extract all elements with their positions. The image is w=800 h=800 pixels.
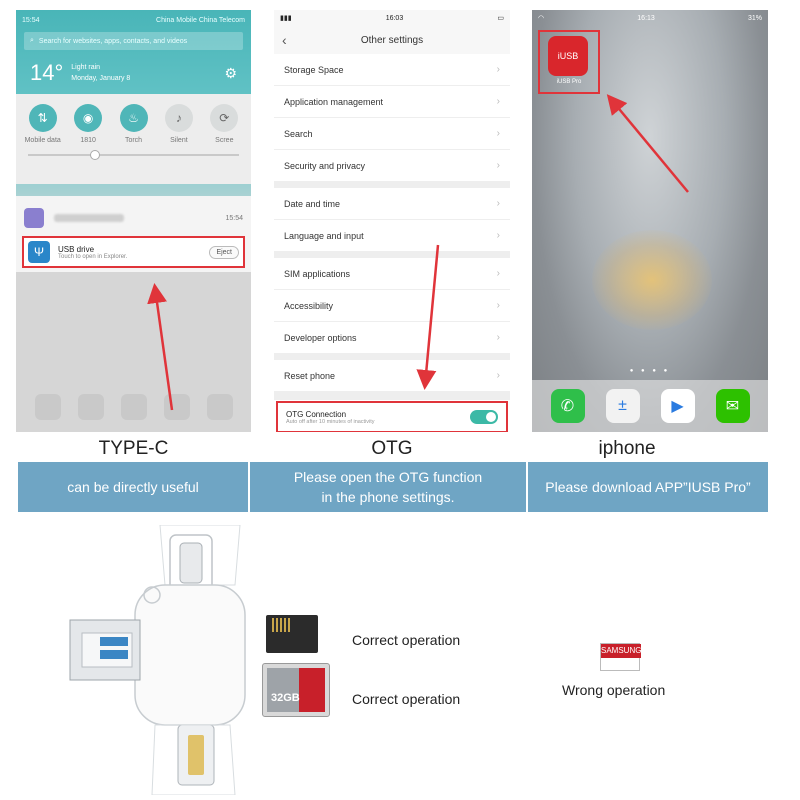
settings-row-label: Application management [284,96,384,107]
card-reader-product [60,525,260,795]
status-time: 15:54 [22,16,40,24]
status-carriers: China Mobile China Telecom [156,16,245,24]
app-icon [24,208,44,228]
settings-list [274,54,510,392]
settings-row-label: SIM applications [284,268,351,279]
settings-row[interactable] [274,360,510,392]
settings-row-label: Developer options [284,332,357,343]
calculator-icon[interactable]: ± [606,389,640,423]
chevron-right-icon: › [496,230,500,241]
label-iphone: iphone [598,438,656,459]
quick-tile-label: Silent [170,137,188,144]
search-icon: ⌕ [30,37,34,44]
settings-row-label: Language and input [284,230,364,241]
band-iphone: Please download APP”IUSB Pro” [528,462,768,512]
weather-widget [16,52,251,86]
chevron-right-icon: › [496,300,500,311]
sd-card [262,663,330,717]
micro-correct-label: Correct operation [352,632,461,648]
screen-rotate-icon: ⟳ [210,104,238,132]
wrong-operation-label: Wrong operation [562,682,666,698]
quick-tile-label: Scree [215,137,234,144]
brightness-slider[interactable] [28,154,239,156]
otg-highlight[interactable] [276,401,508,432]
band-typec: can be directly useful [18,462,248,512]
page-title: Other settings [360,34,424,46]
quick-settings [16,104,251,144]
quick-tile[interactable] [156,104,201,144]
status-bar [532,10,768,26]
settings-row-label: Storage Space [284,64,344,75]
otg-settings-screenshot [274,10,510,432]
settings-row-label: Search [284,128,313,139]
usb-notification-title: USB drive [58,244,95,254]
quick-tile-label: Mobile data [24,137,61,144]
phone-icon[interactable]: ✆ [551,389,585,423]
gear-icon[interactable]: ⚙ [224,64,237,81]
wifi-icon: ◉ [74,104,102,132]
settings-row-label: Accessibility [284,300,334,311]
usb-icon: Ψ [28,241,50,263]
settings-row[interactable] [274,118,510,150]
settings-row[interactable] [274,86,510,118]
otg-row[interactable] [274,400,510,432]
settings-row[interactable] [274,258,510,290]
quick-tile[interactable] [111,104,156,144]
settings-group [274,360,510,392]
chevron-right-icon: › [496,96,500,107]
chevron-right-icon: › [496,268,500,279]
back-icon[interactable]: ‹ [282,32,287,48]
blurred-text [54,214,124,222]
status-time: 16:13 [637,14,655,22]
wrong-card [600,643,640,671]
iphone-screenshot [532,10,768,432]
otg-title: OTG Connection [286,409,347,419]
band-otg-line2: in the phone settings. [321,489,455,505]
signal-icon: ▮▮▮ [280,15,292,22]
settings-group [274,258,510,354]
notification-time: 15:54 [225,214,243,222]
settings-group [274,188,510,252]
settings-row[interactable] [274,150,510,182]
otg-toggle[interactable] [470,410,498,424]
label-otg: OTG [371,438,413,459]
wifi-icon: ◠ [538,15,545,22]
notification-list [16,196,251,284]
settings-row[interactable] [274,220,510,252]
band-otg-line1: Please open the OTG function [293,469,483,485]
torch-icon: ♨ [120,104,148,132]
chevron-right-icon: › [496,198,500,209]
chevron-right-icon: › [496,370,500,381]
settings-group [274,54,510,182]
quick-tile-label: Torch [124,137,143,144]
temperature: 14° [30,60,64,85]
settings-row[interactable] [274,290,510,322]
status-bar [16,10,251,30]
bell-icon: ♪ [165,104,193,132]
wechat-icon[interactable]: ✉ [716,389,750,423]
search-input[interactable] [24,32,243,50]
microsd-card [266,615,318,653]
band-otg [250,462,526,512]
eject-button[interactable]: Eject [209,246,239,259]
blurred-notification[interactable] [16,204,251,232]
battery-icon: ▭ [497,15,504,22]
blurred-homescreen [16,272,251,432]
wrong-card-brand: SAMSUNG [601,644,641,658]
iusb-app-icon[interactable]: iUSB [548,36,588,76]
settings-title-bar [274,26,510,54]
quick-tile-label: 1810 [80,137,96,144]
weather-condition: Light rain [71,64,101,71]
settings-row[interactable] [274,188,510,220]
chevron-right-icon: › [496,128,500,139]
chevron-right-icon: › [496,64,500,75]
brightness-knob[interactable] [90,150,100,160]
label-typec: TYPE-C [98,438,169,459]
settings-row[interactable] [274,322,510,354]
data-arrows-icon: ⇅ [29,104,57,132]
chevron-right-icon: › [496,160,500,171]
video-play-icon[interactable]: ▶ [661,389,695,423]
sd-correct-label: Correct operation [352,691,461,707]
quick-tile[interactable] [65,104,110,144]
status-bar [274,10,510,26]
settings-row-label: Reset phone [284,370,336,381]
battery-level: 31% [747,14,762,22]
weather-date: Monday, January 8 [71,75,131,82]
dock [532,380,768,432]
settings-row-label: Security and privacy [284,160,366,171]
quick-tile[interactable] [202,104,247,144]
usb-drive-notification[interactable] [22,236,245,268]
app-label: iUSB Pro [556,79,582,85]
settings-row-label: Date and time [284,198,341,209]
otg-subtitle: Auto off after 10 minutes of inactivity [286,418,375,425]
chevron-right-icon: › [496,332,500,343]
sd-card-capacity: 32GB [271,692,300,704]
quick-tile[interactable] [20,104,65,144]
usb-notification-subtitle: Touch to open in Explorer. [58,253,128,260]
typec-screenshot [16,10,251,432]
settings-row[interactable] [274,54,510,86]
status-time: 16:03 [385,14,404,22]
page-dots: ● ● ● ● [629,368,671,374]
search-placeholder: Search for websites, apps, contacts, and videos [38,37,188,45]
